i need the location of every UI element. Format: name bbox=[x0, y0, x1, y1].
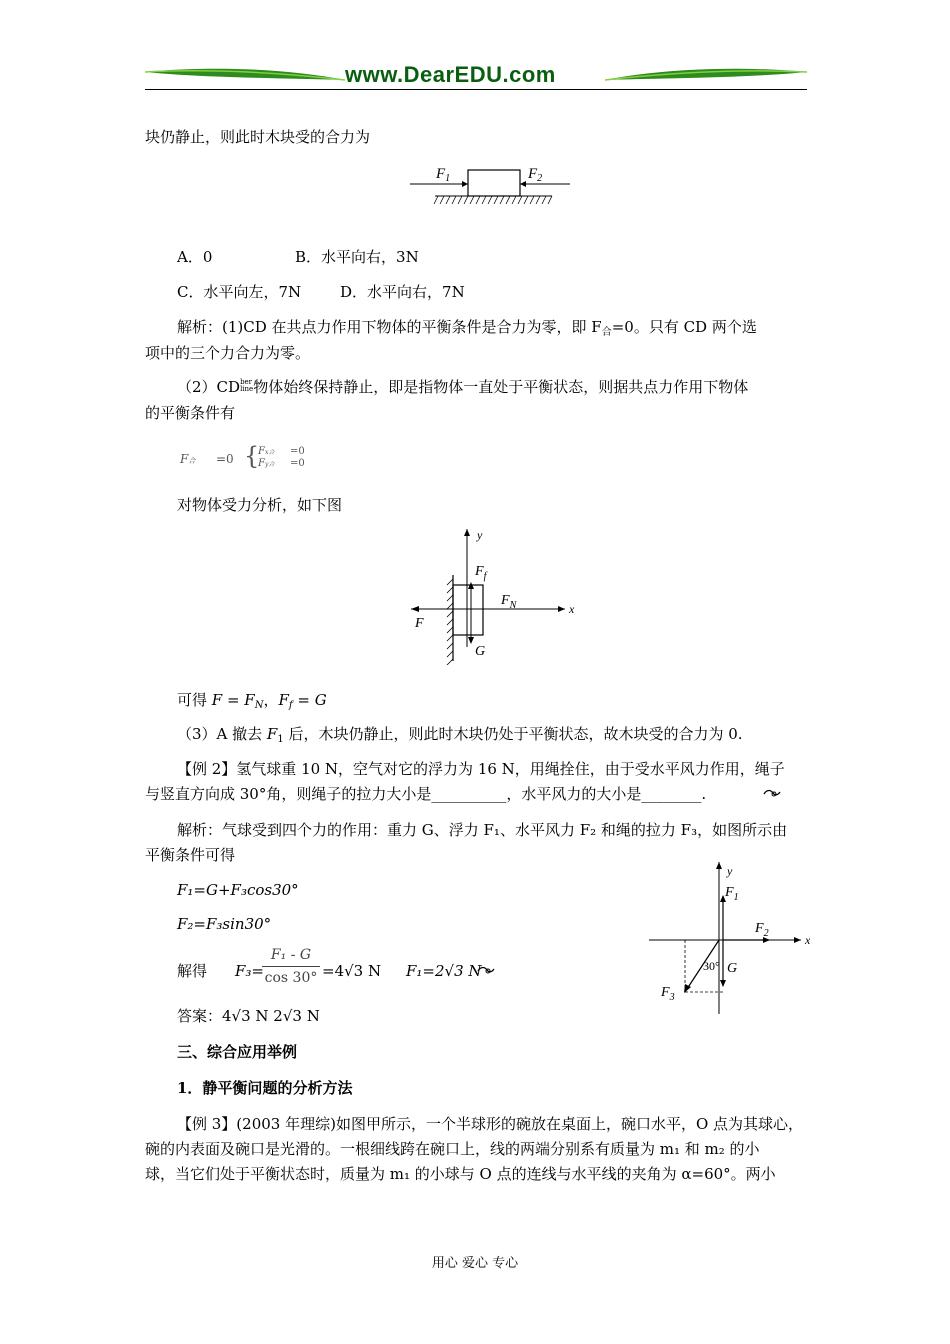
f2-label: $F_2$ bbox=[528, 166, 543, 184]
analysis-1-line-1: 解析：(1)CD 在共点力作用下物体的平衡条件是合力为零，即 $F_合=0$。只有 CD 两个选 bbox=[177, 318, 757, 338]
svg-text:F1: $F_1$ bbox=[725, 885, 739, 903]
svg-text:Ff: $F_f$ bbox=[475, 564, 487, 582]
example-3-line-1: 【例 3】(2003 年理综)如图甲所示，一个半球形的碗放在桌面上，碗口水平，O 点为其球心， bbox=[177, 1115, 804, 1133]
example-2-line-1: 【例 2】氢气球重 10 N，空气对它的浮力为 16 N，用绳拴住，由于受水平风力作用，绳子 bbox=[177, 760, 785, 778]
svg-text:F2: $F_2$ bbox=[755, 921, 769, 939]
equilibrium-equation: F合 =0 { Fx合 =0 Fy合 =0 bbox=[180, 442, 305, 470]
svg-text:FN: $F_N$ bbox=[501, 593, 517, 611]
svg-text:G: G bbox=[727, 961, 738, 976]
section-3-heading: 三、综合应用举例 bbox=[177, 1043, 298, 1061]
figure-block-forces bbox=[410, 160, 575, 212]
analysis-2-line-1: （2）CD ber line 物体始终保持静止，即是指物体一直处于平衡状态，则据共点力作用下物体 bbox=[177, 378, 749, 396]
ground-hatching bbox=[434, 196, 552, 204]
option-d: D．水平向右，7N bbox=[340, 283, 465, 301]
equation-2: F₂=F₃sin30° bbox=[177, 915, 272, 933]
result-line: 可得 $F = F_N$，$F_f = G$ bbox=[177, 691, 327, 711]
f3-label: F₃= bbox=[235, 962, 264, 980]
block bbox=[453, 585, 483, 635]
example-3-line-3: 球，当它们处于平衡状态时，质量为 m₁ 的小球与 O 点的连线与水平线的夹角为 α=60°。两小 bbox=[145, 1165, 776, 1183]
header-leaf-left-icon bbox=[145, 66, 345, 84]
svg-text:F3: $F_3$ bbox=[661, 985, 675, 1003]
analysis-ex2-line-2: 平衡条件可得 bbox=[145, 846, 236, 864]
equation-1: F₁=G+F₃cos30° bbox=[177, 881, 299, 899]
f1-label: $F_1$ bbox=[436, 166, 451, 184]
analysis-ex2-line-1: 解析：气球受到四个力的作用：重力 G、浮力 F₁、水平风力 F₂ 和绳的拉力 F₃，如图所示由 bbox=[177, 821, 788, 839]
part-3: （3）A 撤去 $F_1$ 后，木块仍静止，则此时木块仍处于平衡状态，故木块受的合力为 0. bbox=[177, 725, 743, 745]
svg-text:y: y bbox=[727, 864, 733, 878]
header-rule bbox=[145, 89, 807, 90]
pen-mark-icon bbox=[762, 786, 782, 800]
page-header bbox=[145, 62, 807, 94]
svg-text:F: F bbox=[415, 616, 424, 631]
analysis-2-line-2: 的平衡条件有 bbox=[145, 404, 236, 422]
example-2-line-2: 与竖直方向成 30°角，则绳子的拉力大小是__________，水平风力的大小是________. bbox=[145, 785, 707, 803]
intro-line: 块仍静止，则此时木块受的合力为 bbox=[145, 128, 371, 146]
figure-wall-block bbox=[405, 525, 585, 665]
answer: 答案：4√3 N 2√3 N bbox=[177, 1007, 320, 1025]
f3-result: =4√3 N bbox=[322, 962, 382, 980]
analysis-1-line-2: 项中的三个力合力为零。 bbox=[145, 344, 311, 362]
svg-text:x: x bbox=[569, 602, 575, 616]
solve-label: 解得 bbox=[177, 962, 208, 980]
page-footer: 用心 爱心 专心 bbox=[431, 1256, 519, 1271]
wood-block bbox=[468, 170, 520, 196]
svg-text:30°: 30° bbox=[703, 959, 720, 973]
example-3-line-2: 碗的内表面及碗口是光滑的。一根细线跨在碗口上，线的两端分别系有质量为 m₁ 和 m₂ 的小 bbox=[145, 1140, 760, 1158]
header-leaf-right-icon bbox=[605, 66, 807, 84]
force-analysis-intro: 对物体受力分析，如下图 bbox=[177, 496, 343, 514]
site-logo: www.DearEDU.com bbox=[345, 62, 556, 87]
subsection-1-heading: 1．静平衡问题的分析方法 bbox=[177, 1079, 353, 1097]
figure-balloon-forces bbox=[645, 858, 810, 1018]
svg-text:x: x bbox=[805, 933, 810, 947]
svg-text:G: G bbox=[475, 644, 486, 659]
option-a: A．0 bbox=[177, 248, 213, 266]
svg-text:y: y bbox=[477, 528, 483, 542]
fraction: F₁ - G cos 30° bbox=[262, 946, 320, 992]
f1-result: F₁=2√3 N bbox=[406, 962, 482, 980]
option-c: C．水平向左，7N bbox=[177, 283, 302, 301]
wall-hatching bbox=[447, 579, 453, 665]
option-b: B．水平向右，3N bbox=[295, 248, 419, 266]
pen-mark-icon-2 bbox=[476, 963, 496, 977]
